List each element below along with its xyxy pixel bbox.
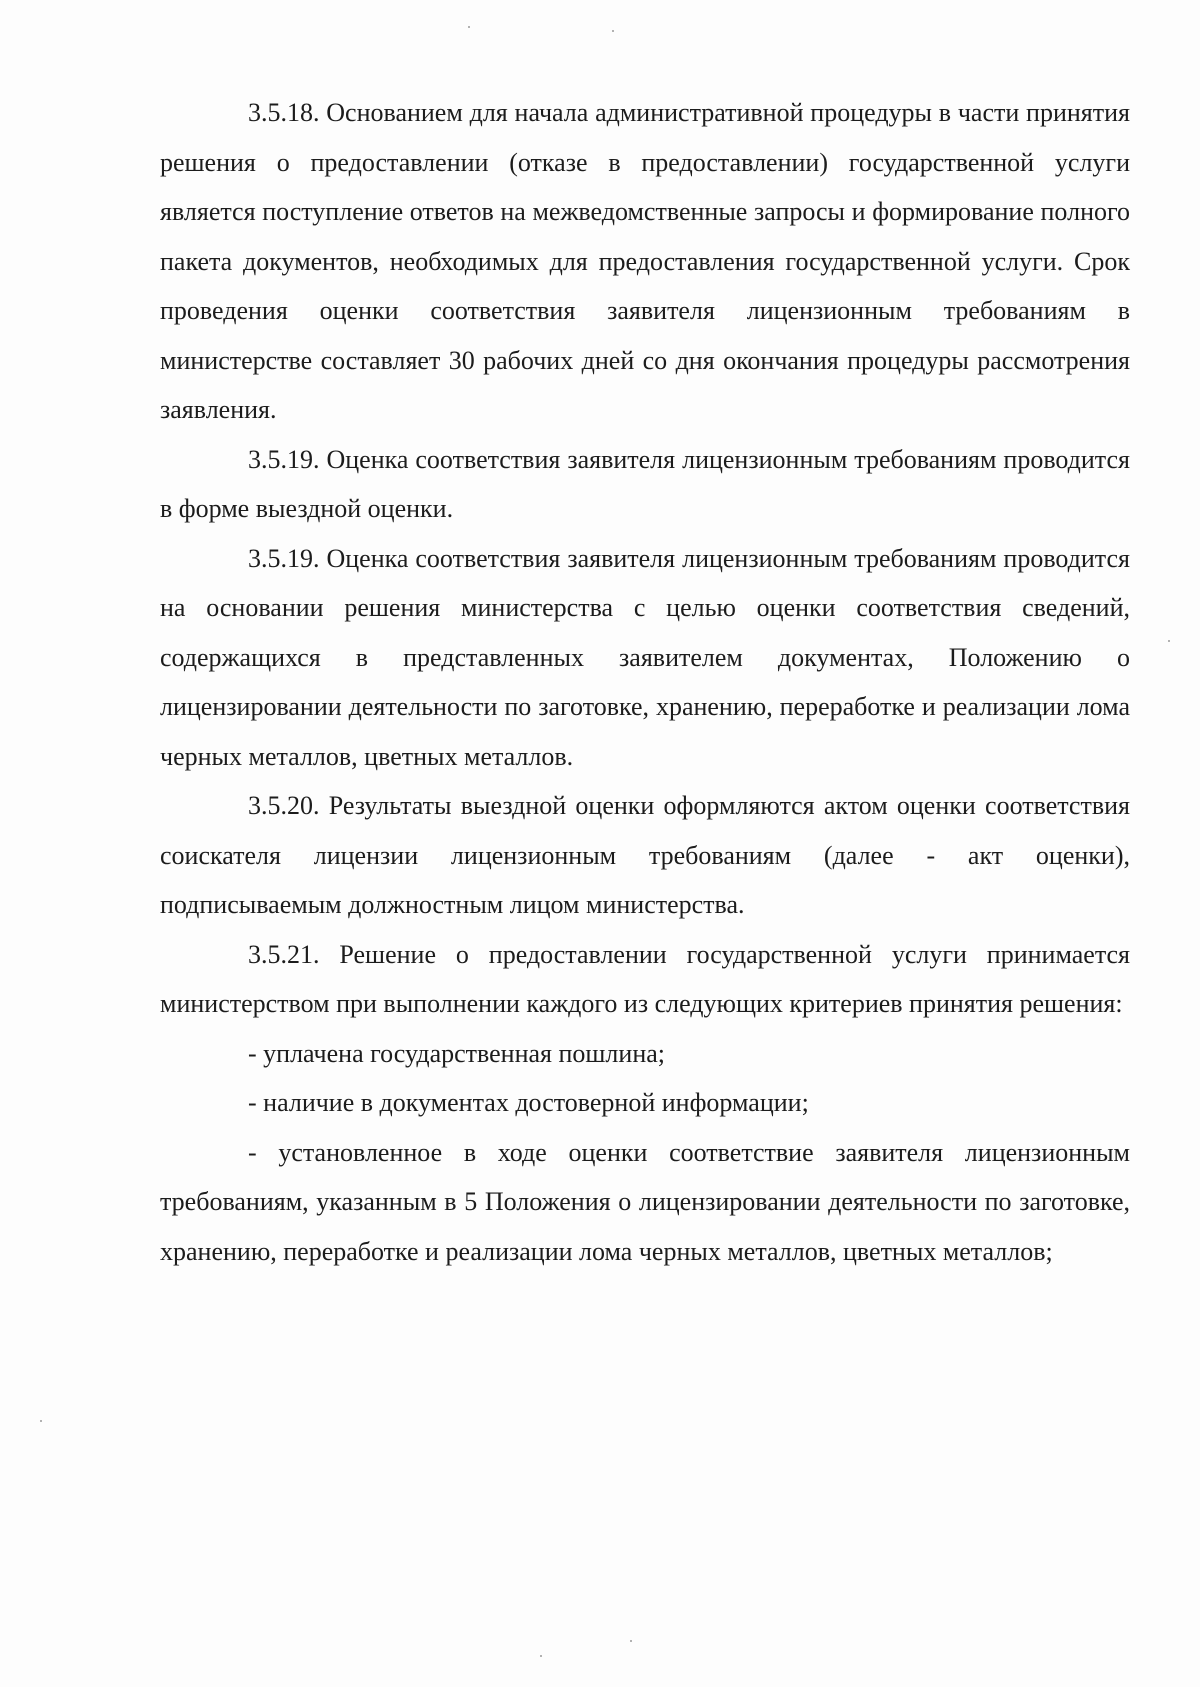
- scan-speck: [1168, 640, 1170, 642]
- scan-speck: [540, 1655, 542, 1657]
- scan-speck: [40, 1420, 42, 1422]
- criteria-item-reliable-info: - наличие в документах достоверной информации;: [248, 1088, 809, 1117]
- paragraph-3-5-19-b: 3.5.19. Оценка соответствия заявителя лицензионным требованиям проводится на основании решения министерства с целью оценки соответствия сведений, содержащихся в представленных заявителем документах, Положению о лицензировании деятельности по заготовке, хранению, переработке и реализации лома черных металлов, цветных металлов.: [160, 543, 1130, 771]
- criteria-item-compliance: - установленное в ходе оценки соответствие заявителя лицензионным требованиям, указанным в 5 Положения о лицензировании деятельности по заготовке, хранению, переработке и реализации лома черных металлов, цветных металлов;: [160, 1137, 1130, 1266]
- scan-speck: [630, 1640, 632, 1642]
- paragraph-3-5-19-a: 3.5.19. Оценка соответствия заявителя лицензионным требованиям проводится в форме выездной оценки.: [160, 444, 1130, 523]
- paragraph-3-5-20: 3.5.20. Результаты выездной оценки оформляются актом оценки соответствия соискателя лицензии лицензионным требованиям (далее - акт оценки), подписываемым должностным лицом министерства.: [160, 791, 1130, 919]
- scan-speck: [612, 30, 614, 32]
- document-body: [160, 88, 1130, 1276]
- criteria-item-fee: - уплачена государственная пошлина;: [248, 1038, 666, 1068]
- scan-speck: [468, 26, 470, 28]
- paragraph-3-5-21: 3.5.21. Решение о предоставлении государственной услуги принимается министерством при выполнении каждого из следующих критериев принятия решения:: [160, 939, 1130, 1018]
- paragraph-3-5-18: 3.5.18. Основанием для начала административной процедуры в части принятия решения о предоставлении (отказе в предоставлении) государственной услуги является поступление ответов на межведомственные запросы и формирование полного пакета документов, необходимых для предоставления государственной услуги. Срок проведения оценки соответствия заявителя лицензионным требованиям в министерстве составляет 30 рабочих дней со дня окончания процедуры рассмотрения заявления.: [160, 98, 1130, 424]
